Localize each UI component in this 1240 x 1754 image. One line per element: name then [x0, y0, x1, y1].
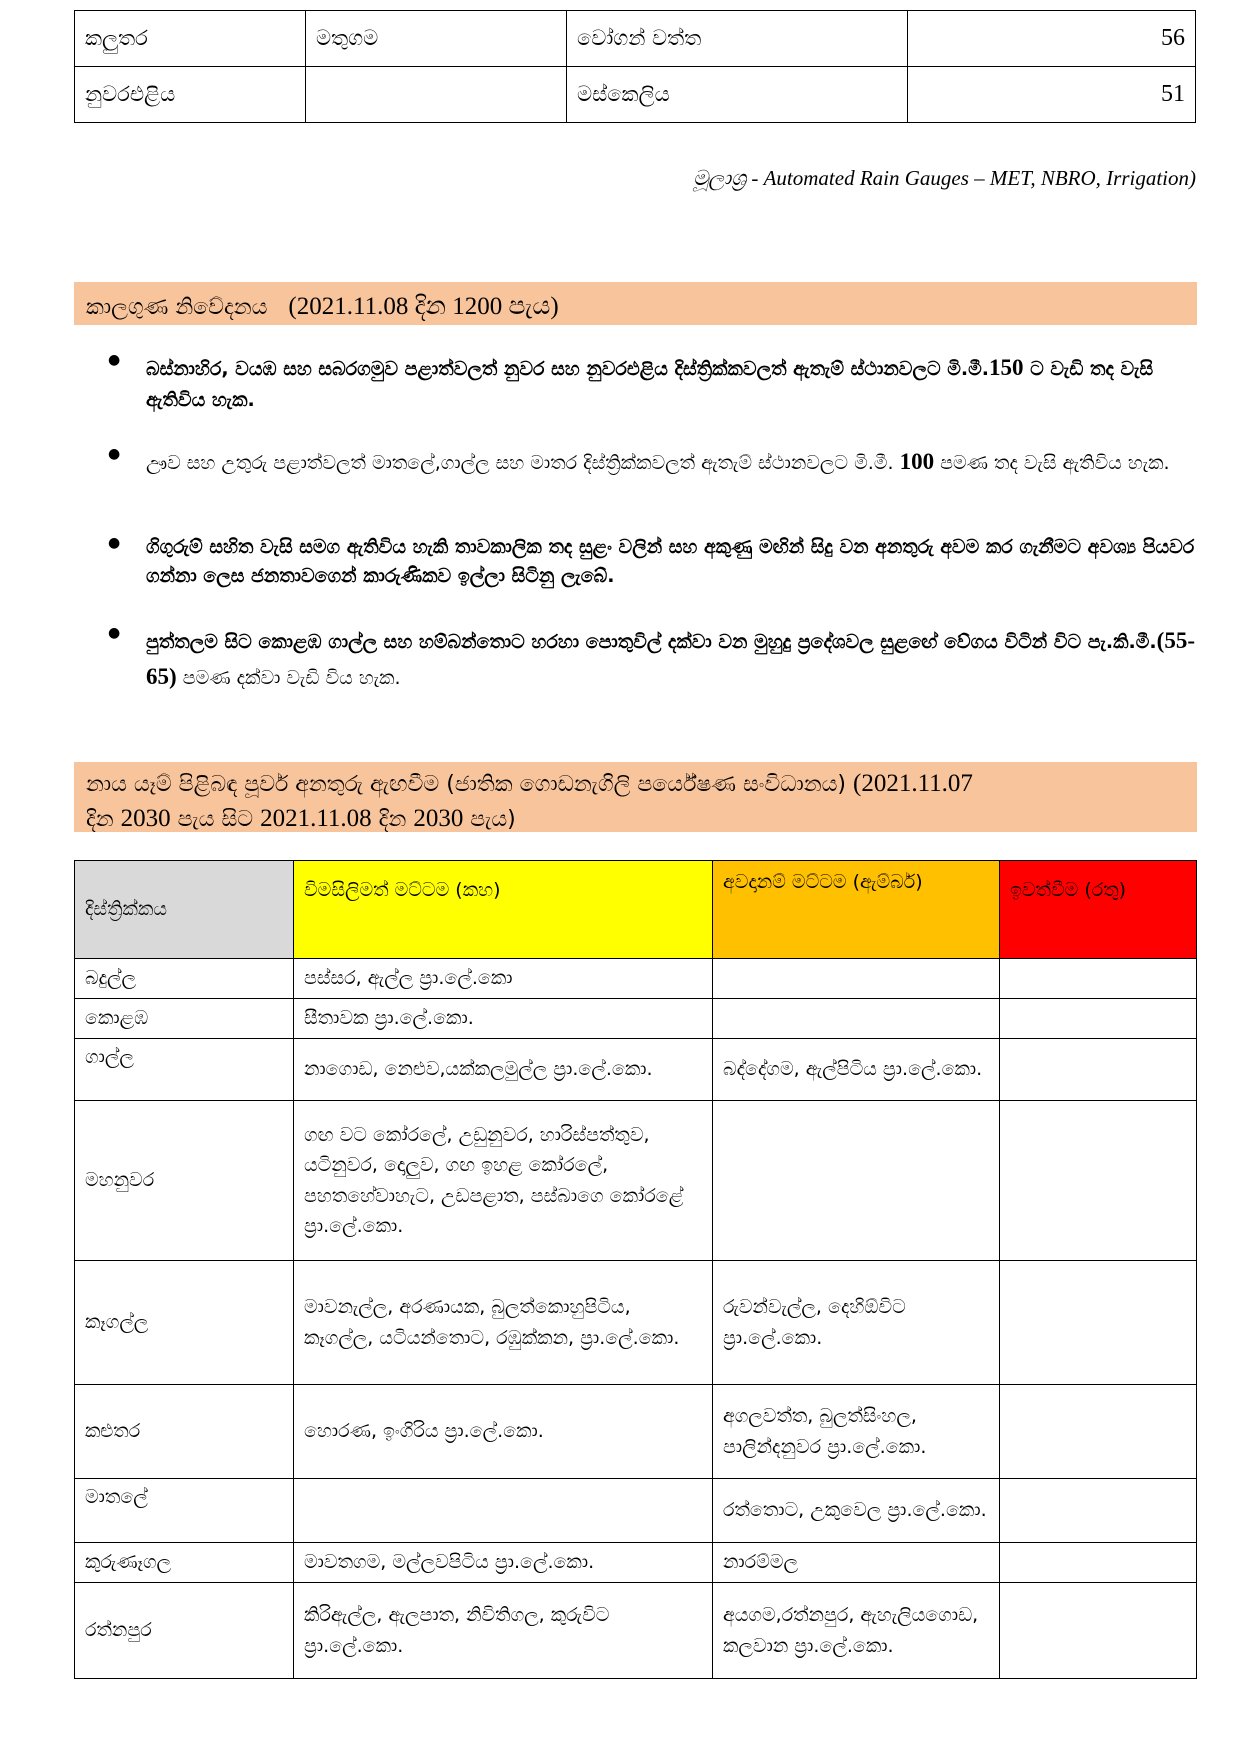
- yellow-cell: මාවනැල්ල, අරණායක, බුලත්කොහුපිටිය, කෑගල්ල, යටියන්තොට, රඹුක්කන, ප්‍රා.ලේ.කො.: [294, 1261, 713, 1385]
- rainfall-value: 56: [908, 11, 1196, 67]
- yellow-cell: ගඟ වට කෝරලේ, උඩුනුවර, හාරිස්පත්තුව, යටිනුවර, දොලුව, ගඟ ඉහළ කෝරලේ, පහතහේවාහැට, උඩපළාත, පස්බාගෙ කෝරළේ ප්‍රා.ලේ.කො.: [294, 1101, 713, 1261]
- list-item: [108, 444, 1170, 480]
- forecast-heading: [74, 282, 1197, 325]
- yellow-cell: මාවතගම, මල්ලවපිටිය ප්‍රා.ලේ.කො.: [294, 1543, 713, 1583]
- station-cell: වෝගන් වත්ත: [567, 11, 908, 67]
- amber-cell: අගලවත්ත, බුලත්සිංහල, පාලින්දනුවර ප්‍රා.ලේ.කො.: [713, 1385, 1000, 1479]
- table-row: [75, 1385, 1197, 1479]
- landslide-date: 2030: [120, 805, 171, 832]
- district-cell: කෑගල්ල: [75, 1261, 294, 1385]
- bullet-text: පමණ තද වැසි ඇතිවිය හැක.: [934, 452, 1170, 474]
- landslide-title: දින: [86, 807, 121, 832]
- station-cell: මස්කෙලිය: [567, 67, 908, 123]
- rainfall-table: [74, 10, 1196, 123]
- landslide-title: දින: [371, 807, 414, 832]
- district-cell: මාතලේ: [75, 1479, 294, 1543]
- forecast-title: කාලගුණ නිවේදනය: [86, 295, 268, 320]
- yellow-cell: [294, 1479, 713, 1543]
- district-cell: නුවරඑළිය: [75, 67, 306, 123]
- landslide-title: පැය සිට: [170, 807, 261, 832]
- amber-cell: රත්තොට, උකුවෙල ප්‍රා.ලේ.කො.: [713, 1479, 1000, 1543]
- landslide-heading: [74, 762, 1197, 832]
- table-row: [75, 1101, 1197, 1261]
- yellow-cell: නාගොඩ, නෙළුව,යක්කලමුල්ල ප්‍රා.ලේ.කො.: [294, 1039, 713, 1101]
- district-cell: රත්නපුර: [75, 1583, 294, 1679]
- forecast-date: (2021.11.08 දින 1200 පැය): [288, 293, 559, 320]
- bullet-number: (55-65): [146, 628, 1195, 689]
- yellow-cell: සීතාවක ප්‍රා.ලේ.කො.: [294, 999, 713, 1039]
- landslide-title: නාය යෑම් පිළිබඳ පූර්ව අනතුරු ඇඟවීම (ජාතික ගොඩනැගිලි පර්යේෂණ සංවිධානය): [86, 772, 853, 797]
- landslide-date: 2030: [413, 805, 464, 832]
- amber-cell: [713, 999, 1000, 1039]
- amber-cell: බද්දේගම, ඇල්පිටිය ප්‍රා.ලේ.කො.: [713, 1039, 1000, 1101]
- header-yellow: විමසිලිමත් මට්ටම (කහ): [294, 861, 713, 959]
- table-row: [75, 1039, 1197, 1101]
- amber-cell: අයගම,රත්නපුර, ඇහැලියගොඩ, කලවාන ප්‍රා.ලේ.කො.: [713, 1583, 1000, 1679]
- landslide-date: 2021.11.08: [260, 805, 372, 832]
- district-cell: කලුතර: [75, 11, 306, 67]
- district-cell: කොළඹ: [75, 999, 294, 1039]
- district-cell: කුරුණෑගල: [75, 1543, 294, 1583]
- amber-cell: නාරම්මල: [713, 1543, 1000, 1583]
- yellow-cell: පස්සර, ඇල්ල ප්‍රා.ලේ.කො: [294, 959, 713, 999]
- source-note: මූලාශ්‍ර - Automated Rain Gauges – MET, NBRO, Irrigation): [693, 166, 1196, 190]
- bullet-text: පමණ දක්වා වැඩි විය හැක.: [176, 666, 401, 689]
- yellow-cell: කිරිඇල්ල, ඇලපාත, නිවිතිගල, කුරුවිට ප්‍රා.ලේ.කො.: [294, 1583, 713, 1679]
- table-row: [75, 999, 1197, 1039]
- yellow-cell: හොරණ, ඉංගිරිය ප්‍රා.ලේ.කො.: [294, 1385, 713, 1479]
- list-item: [108, 623, 1198, 694]
- table-row: [75, 11, 1196, 67]
- list-item: [108, 533, 1198, 592]
- landslide-table: [74, 860, 1197, 1679]
- red-cell: [1000, 1583, 1197, 1679]
- red-cell: [1000, 1479, 1197, 1543]
- red-cell: [1000, 1101, 1197, 1261]
- bullet-number: 100: [899, 449, 935, 474]
- list-item: [108, 350, 1198, 415]
- bullet-number: 150: [989, 355, 1024, 380]
- table-row: [75, 959, 1197, 999]
- landslide-date: (2021.11.07: [853, 770, 973, 797]
- table-row: [75, 1479, 1197, 1543]
- bullet-text: ගිගුරුම් සහිත වැසි සමග ඇතිවිය හැකි තාවකාලික තද සුළං වලින් සහ අකුණු මඟින් සිදු වන අනතුරු අවම කර ගැනීමට අවශ්‍ය පියවර ගන්නා ලෙස ජනතාවගෙන් කාරුණිකව ඉල්ලා සිටිනු ලැබේ.: [146, 536, 1195, 588]
- bullet-text: පුත්තලම සිට කොළඹ ගාල්ල සහ හම්බන්තොට හරහා පොතුවිල් දක්වා වන මුහුදු ප්‍රදේශවල සුළඟේ වේගය විටින් විට පැ.කි.මී.: [146, 631, 1157, 653]
- amber-cell: [713, 1101, 1000, 1261]
- district-cell: මහනුවර: [75, 1101, 294, 1261]
- header-district: දිස්ත්‍රික්කය: [75, 861, 294, 959]
- bullet-text: ඌව සහ උතුරු පළාත්වලත් මාතලේ,ගාල්ල සහ මාතර දිස්ත්‍රික්කවලත් ඇතැම් ස්ථානවලට මි.මී.: [146, 452, 900, 474]
- red-cell: [1000, 959, 1197, 999]
- header-red: ඉවත්වීම (රතු): [1000, 861, 1197, 959]
- amber-cell: රුවන්වැල්ල, දෙහිඕවිට ප්‍රා.ලේ.කො.: [713, 1261, 1000, 1385]
- division-cell: මතුගම: [306, 11, 567, 67]
- red-cell: [1000, 1039, 1197, 1101]
- bullet-text: බස්නාහිර, වයඹ සහ සබරගමුව පළාත්වලත් නුවර සහ නුවරඑළිය දිස්ත්‍රික්කවලත් ඇතැම් ස්ථානවලට මි.මී.: [146, 358, 989, 380]
- division-cell: [306, 67, 567, 123]
- table-row: [75, 1583, 1197, 1679]
- table-header-row: [75, 861, 1197, 959]
- district-cell: ගාල්ල: [75, 1039, 294, 1101]
- district-cell: බදුල්ල: [75, 959, 294, 999]
- rainfall-value: 51: [908, 67, 1196, 123]
- red-cell: [1000, 1261, 1197, 1385]
- bullet-text: ට වැඩි තද වැසි ඇතිවිය හැක.: [146, 358, 1154, 411]
- header-amber: අවදානම් මට්ටම (ඇම්බර්): [713, 861, 1000, 959]
- district-cell: කළුතර: [75, 1385, 294, 1479]
- table-row: [75, 67, 1196, 123]
- red-cell: [1000, 999, 1197, 1039]
- red-cell: [1000, 1385, 1197, 1479]
- landslide-title: පැය): [463, 807, 516, 832]
- red-cell: [1000, 1543, 1197, 1583]
- table-row: [75, 1543, 1197, 1583]
- amber-cell: [713, 959, 1000, 999]
- table-row: [75, 1261, 1197, 1385]
